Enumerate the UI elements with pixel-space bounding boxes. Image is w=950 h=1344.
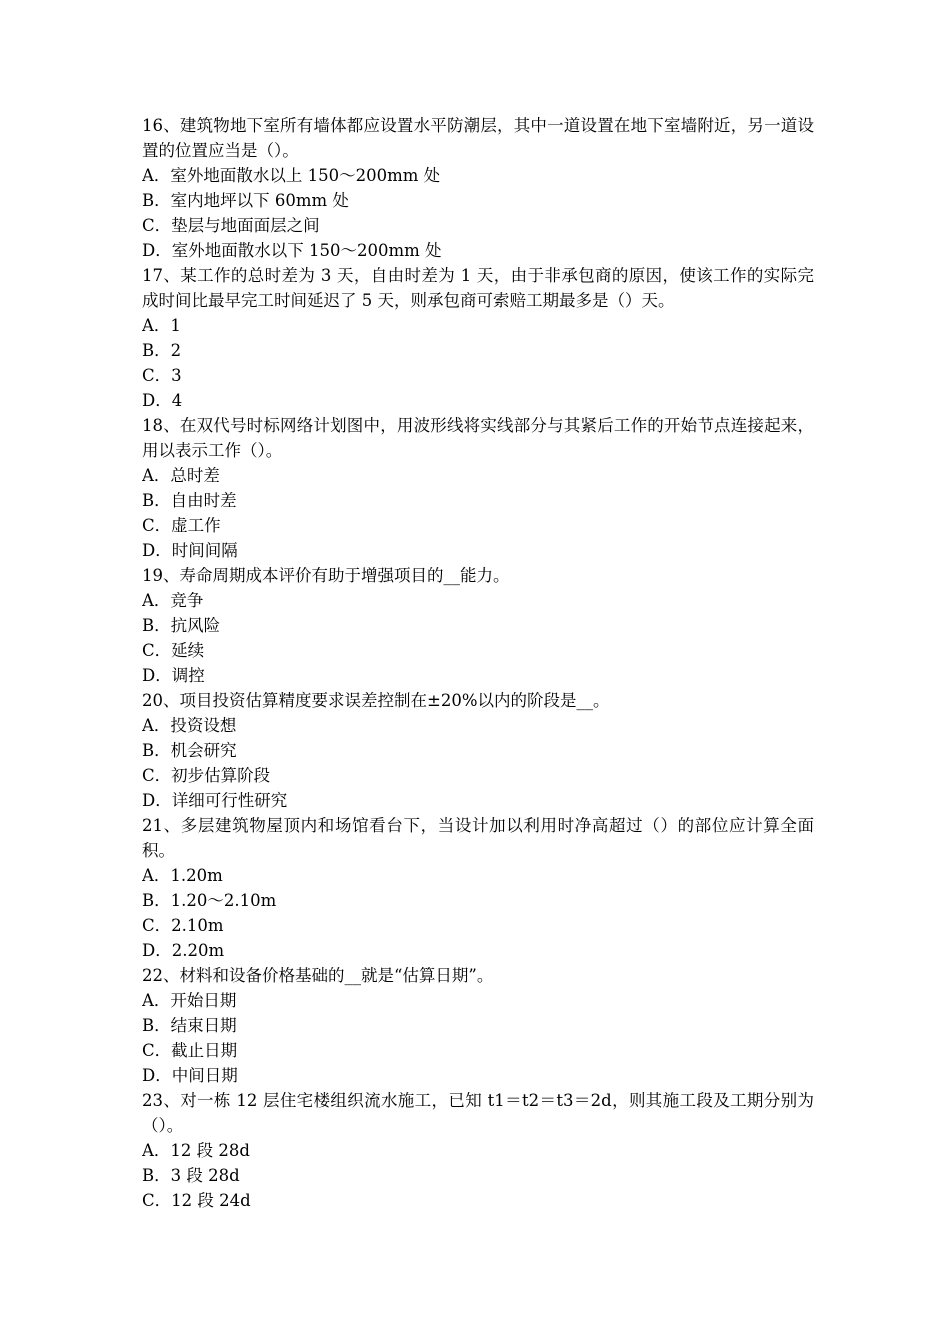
question-stem: 23、对一栋 12 层住宅楼组织流水施工，已知 t1＝t2＝t3＝2d，则其施工段及工期分别为（）。: [142, 1091, 814, 1135]
option-c: C．初步估算阶段: [142, 766, 271, 785]
question-21: [142, 813, 814, 963]
option-b: B．抗风险: [142, 616, 221, 635]
question-23: [142, 1088, 814, 1213]
option-d: D．调控: [142, 666, 205, 685]
option-c: C．截止日期: [142, 1041, 238, 1060]
option-c: C．3: [142, 366, 182, 385]
option-c: C．2.10m: [142, 916, 224, 935]
option-d: D．详细可行性研究: [142, 791, 288, 810]
option-a: A．12 段 28d: [142, 1141, 250, 1160]
option-c: C．虚工作: [142, 516, 221, 535]
option-b: B．自由时差: [142, 491, 237, 510]
question-stem: 16、建筑物地下室所有墙体都应设置水平防潮层，其中一道设置在地下室墙附近，另一道设置的位置应当是（）。: [142, 116, 814, 160]
option-b: B．结束日期: [142, 1016, 237, 1035]
question-19: [142, 563, 814, 688]
question-18: [142, 413, 814, 563]
option-b: B．机会研究: [142, 741, 237, 760]
option-a: A．投资设想: [142, 716, 237, 735]
question-16: [142, 113, 814, 263]
option-c: C．12 段 24d: [142, 1191, 251, 1210]
document-page: [142, 113, 814, 1213]
option-a: A．1.20m: [142, 866, 223, 885]
option-b: B．1.20～2.10m: [142, 891, 277, 910]
option-c: C．延续: [142, 641, 205, 660]
question-22: [142, 963, 814, 1088]
question-stem: 19、寿命周期成本评价有助于增强项目的__能力。: [142, 566, 510, 585]
option-b: B．室内地坪以下 60mm 处: [142, 191, 349, 210]
question-stem: 17、某工作的总时差为 3 天，自由时差为 1 天，由于非承包商的原因，使该工作的实际完成时间比最早完工时间延迟了 5 天，则承包商可索赔工期最多是（）天。: [142, 266, 814, 310]
option-b: B．2: [142, 341, 182, 360]
option-d: D．2.20m: [142, 941, 225, 960]
option-d: D．4: [142, 391, 183, 410]
option-a: A．总时差: [142, 466, 220, 485]
question-stem: 18、在双代号时标网络计划图中，用波形线将实线部分与其紧后工作的开始节点连接起来，用以表示工作（）。: [142, 416, 814, 460]
option-a: A．竞争: [142, 591, 204, 610]
option-d: D．中间日期: [142, 1066, 238, 1085]
option-c: C．垫层与地面面层之间: [142, 216, 320, 235]
option-b: B．3 段 28d: [142, 1166, 240, 1185]
question-20: [142, 688, 814, 813]
option-a: A．室外地面散水以上 150～200mm 处: [142, 166, 441, 185]
question-stem: 22、材料和设备价格基础的__就是“估算日期”。: [142, 966, 494, 985]
option-d: D．时间间隔: [142, 541, 238, 560]
option-a: A．开始日期: [142, 991, 237, 1010]
question-stem: 21、多层建筑物屋顶内和场馆看台下，当设计加以利用时净高超过（）的部位应计算全面积。: [142, 816, 814, 860]
question-17: [142, 263, 814, 413]
question-stem: 20、项目投资估算精度要求误差控制在±20%以内的阶段是__。: [142, 691, 610, 710]
option-a: A．1: [142, 316, 181, 335]
option-d: D．室外地面散水以下 150～200mm 处: [142, 241, 442, 260]
